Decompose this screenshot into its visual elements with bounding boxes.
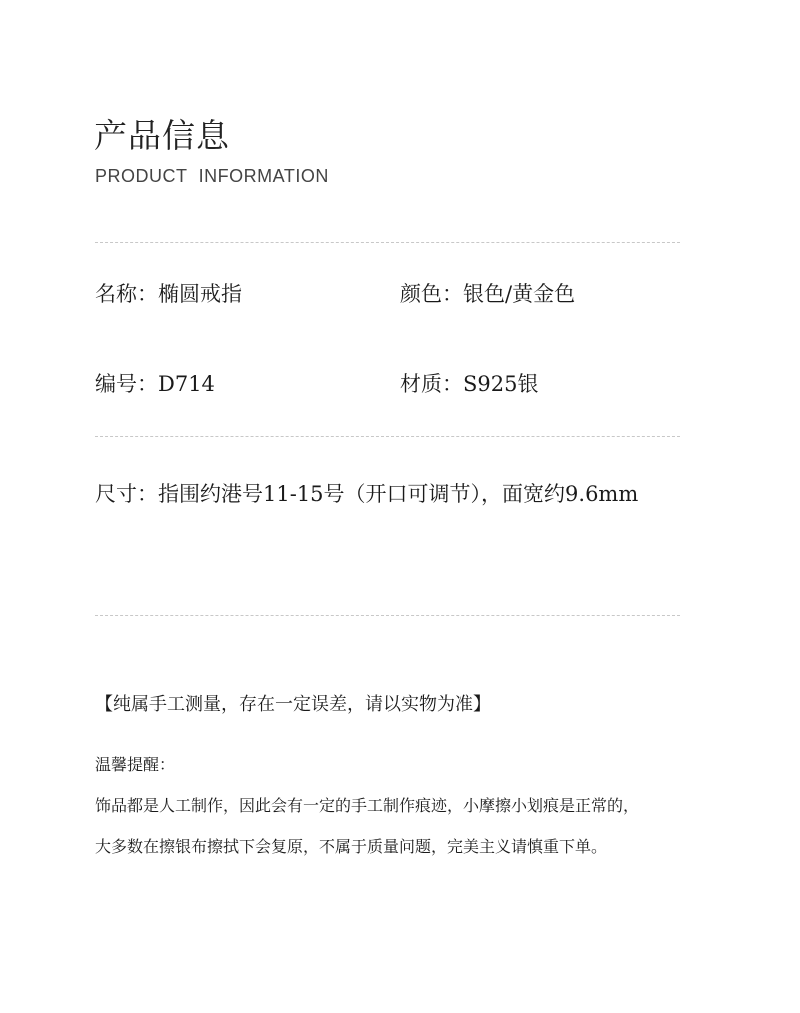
tips-line: 饰品都是人工制作，因此会有一定的手工制作痕迹，小摩擦小划痕是正常的， (95, 796, 640, 815)
measurement-notice: 【纯属手工测量，存在一定误差，请以实物为准】 (95, 694, 491, 715)
tips-heading: 温馨提醒： (95, 755, 176, 774)
page-title: 产品信息 (94, 116, 230, 155)
tips-line: 大多数在擦银布擦拭下会复原，不属于质量问题，完美主义请慎重下单。 (95, 837, 608, 856)
dashed-divider (95, 242, 680, 243)
product-name: 名称：椭圆戒指 (95, 282, 242, 306)
product-color: 颜色：银色/黄金色 (400, 282, 576, 306)
page-subtitle: PRODUCT INFORMATION (95, 166, 329, 186)
dashed-divider (95, 436, 680, 437)
product-code: 编号：D714 (95, 372, 215, 396)
product-size: 尺寸：指围约港号11-15号（开口可调节），面宽约9.6mm (95, 482, 639, 506)
dashed-divider (95, 615, 680, 616)
product-material: 材质：S925银 (400, 372, 539, 396)
